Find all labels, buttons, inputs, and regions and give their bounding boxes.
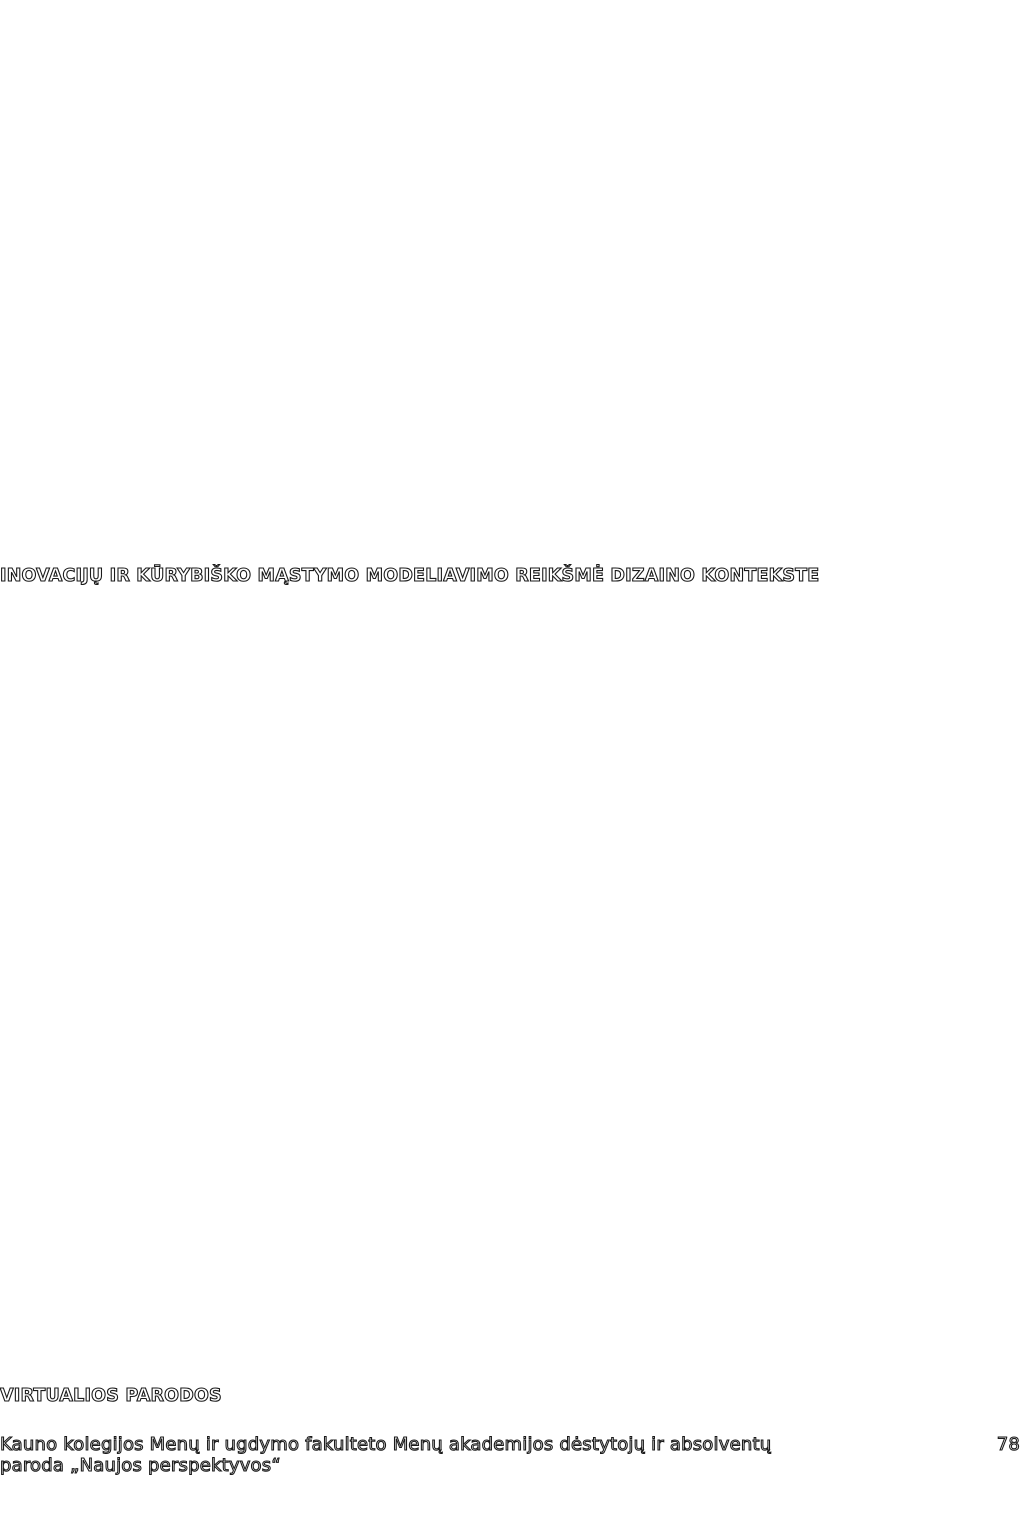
toc-entry-title-line1: Kauno kolegijos Menų ir ugdymo fakulteto Menų akademijos dėstytojų ir absolventų <box>0 1434 772 1455</box>
section-heading-virtual-exhibitions: VIRTUALIOS PARODOS <box>0 1386 222 1406</box>
toc-entry-title <box>0 1434 950 1476</box>
toc-entry-title-line2: paroda „Naujos perspektyvos“ <box>0 1455 281 1476</box>
section-title-innovation: INOVACIJŲ IR KŪRYBIŠKO MĄSTYMO MODELIAVIMO REIKŠMĖ DIZAINO KONTEKSTE <box>0 566 820 586</box>
toc-page-number: 78 <box>996 1434 1020 1455</box>
